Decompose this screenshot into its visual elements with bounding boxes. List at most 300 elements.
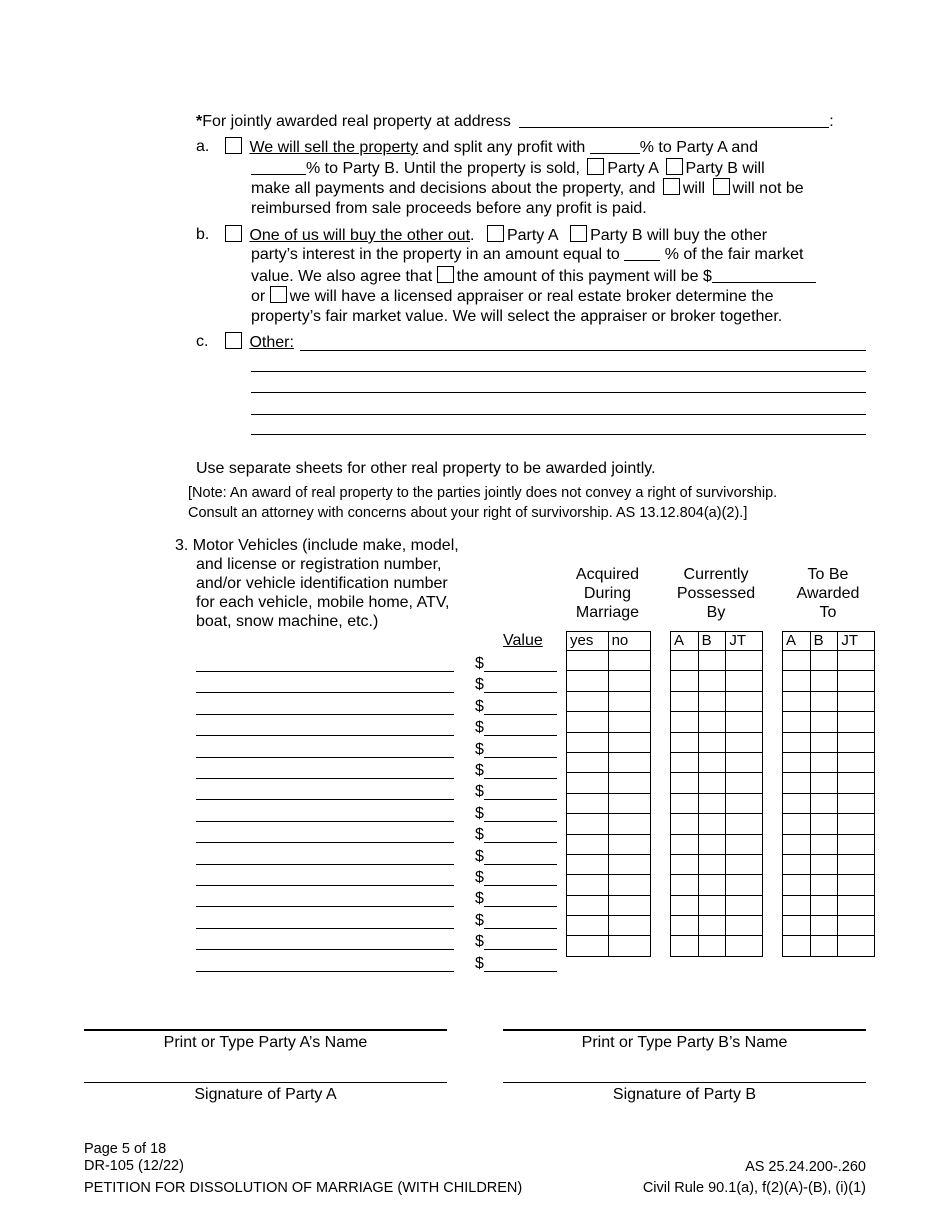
dollar-sign: $ [475, 740, 484, 758]
possessed-jt-cell[interactable] [726, 691, 763, 711]
awarded-jt-cell[interactable] [838, 875, 875, 895]
vehicle-description-line[interactable] [196, 971, 454, 972]
possessed-b-cell[interactable] [698, 712, 726, 732]
acquired-table [566, 631, 651, 957]
acquired-yes-cell[interactable] [567, 651, 609, 671]
option-c-letter: c. [196, 333, 209, 350]
vehicle-description-line[interactable] [196, 757, 454, 758]
option-b-line3 [251, 266, 816, 286]
awarded-jt-cell[interactable] [838, 671, 875, 691]
vehicle-value-line[interactable] [484, 949, 557, 950]
table-row [567, 936, 651, 956]
awarded-header-row [783, 632, 875, 651]
acquired-no-cell[interactable] [608, 895, 650, 915]
possessed-a-cell[interactable] [671, 732, 699, 752]
possessed-jt-cell[interactable] [726, 854, 763, 874]
header-line: Possessed [676, 585, 756, 602]
possessed-jt-cell[interactable] [726, 936, 763, 956]
table-row [783, 793, 875, 813]
form-number: DR-105 (12/22) [84, 1158, 184, 1174]
possessed-header-row [671, 632, 763, 651]
possessed-a-cell[interactable] [671, 773, 699, 793]
party-b-signature-label: Signature of Party B [612, 1086, 757, 1103]
acquired-yes-cell[interactable] [567, 732, 609, 752]
motor-vehicles-text: and/or vehicle identification number [196, 575, 448, 592]
payment-amount-field[interactable] [712, 267, 816, 283]
table-row [671, 936, 763, 956]
option-b-text: value. We also agree that [251, 268, 437, 285]
awarded-b-cell[interactable] [810, 712, 838, 732]
acquired-no-cell[interactable] [608, 793, 650, 813]
party-a-label: Party A [607, 160, 659, 177]
acquired-header-row [567, 632, 651, 651]
option-c-line [222, 332, 294, 352]
vehicle-description-line[interactable] [196, 864, 454, 865]
awarded-col-a: A [783, 632, 811, 651]
other-line[interactable] [251, 414, 866, 415]
header-line: By [706, 604, 726, 621]
vehicle-value-line[interactable] [484, 971, 557, 972]
party-b-signature-line[interactable] [503, 1082, 866, 1083]
awarded-a-cell[interactable] [783, 732, 811, 752]
table-row [671, 793, 763, 813]
table-row [567, 916, 651, 936]
awarded-b-cell[interactable] [810, 773, 838, 793]
acquired-no-cell[interactable] [608, 691, 650, 711]
acquired-no-cell[interactable] [608, 875, 650, 895]
possessed-jt-cell[interactable] [726, 671, 763, 691]
awarded-a-cell[interactable] [783, 651, 811, 671]
party-a-name-line[interactable] [84, 1029, 447, 1031]
awarded-b-cell[interactable] [810, 854, 838, 874]
acquired-no-cell[interactable] [608, 671, 650, 691]
possessed-a-cell[interactable] [671, 854, 699, 874]
awarded-a-cell[interactable] [783, 834, 811, 854]
table-row [783, 936, 875, 956]
vehicle-description-line[interactable] [196, 906, 454, 907]
will-not-label: will not be [732, 180, 804, 197]
awarded-a-cell[interactable] [783, 875, 811, 895]
other-line[interactable] [251, 434, 866, 435]
vehicle-value-line[interactable] [484, 906, 557, 907]
vehicle-value-line[interactable] [484, 778, 557, 779]
option-b-line5: property’s fair market value. We will select the appraiser or broker together. [251, 308, 783, 325]
possessed-b-cell[interactable] [698, 671, 726, 691]
table-row [671, 773, 763, 793]
possessed-b-cell[interactable] [698, 916, 726, 936]
possessed-col-jt: JT [726, 632, 763, 651]
vehicle-description-line[interactable] [196, 885, 454, 886]
vehicle-description-line[interactable] [196, 799, 454, 800]
option-b-line2 [251, 245, 803, 265]
awarded-jt-cell[interactable] [838, 712, 875, 732]
appraiser-checkbox[interactable] [270, 286, 287, 303]
table-row [567, 671, 651, 691]
awarded-jt-cell[interactable] [838, 691, 875, 711]
acquired-col-yes: yes [567, 632, 609, 651]
awarded-jt-cell[interactable] [838, 895, 875, 915]
acquired-no-cell[interactable] [608, 712, 650, 732]
possessed-b-cell[interactable] [698, 854, 726, 874]
vehicle-value-line[interactable] [484, 928, 557, 929]
option-b-checkbox[interactable] [225, 225, 242, 242]
possessed-jt-cell[interactable] [726, 875, 763, 895]
possessed-a-cell[interactable] [671, 752, 699, 772]
acquired-no-cell[interactable] [608, 651, 650, 671]
option-b-text: the amount of this payment will be $ [456, 268, 712, 285]
will-not-reimburse-checkbox[interactable] [713, 178, 730, 195]
acquired-no-cell[interactable] [608, 854, 650, 874]
possessed-b-cell[interactable] [698, 875, 726, 895]
awarded-a-cell[interactable] [783, 895, 811, 915]
possessed-col-a: A [671, 632, 699, 651]
address-label: For jointly awarded real property at address [202, 113, 511, 130]
table-row [671, 895, 763, 915]
table-row [671, 752, 763, 772]
awarded-b-cell[interactable] [810, 732, 838, 752]
table-row [567, 651, 651, 671]
separate-sheets-text: Use separate sheets for other real property to be awarded jointly. [196, 460, 656, 477]
percent-party-a-field[interactable] [590, 138, 640, 154]
possessed-b-cell[interactable] [698, 814, 726, 834]
acquired-yes-cell[interactable] [567, 875, 609, 895]
possessed-jt-cell[interactable] [726, 793, 763, 813]
table-row [671, 691, 763, 711]
acquired-yes-cell[interactable] [567, 712, 609, 732]
possessed-a-cell[interactable] [671, 895, 699, 915]
vehicle-description-line[interactable] [196, 714, 454, 715]
option-a-letter: a. [196, 138, 210, 155]
table-row [783, 773, 875, 793]
possessed-jt-cell[interactable] [726, 916, 763, 936]
table-row [671, 875, 763, 895]
header-line: During [583, 585, 632, 602]
dollar-sign: $ [475, 890, 484, 908]
dollar-sign: $ [475, 869, 484, 886]
acquired-yes-cell[interactable] [567, 752, 609, 772]
awarded-b-cell[interactable] [810, 916, 838, 936]
table-row [671, 671, 763, 691]
acquired-yes-cell[interactable] [567, 834, 609, 854]
vehicle-description-line[interactable] [196, 671, 454, 672]
table-row [783, 691, 875, 711]
awarded-a-cell[interactable] [783, 712, 811, 732]
vehicle-value-line[interactable] [484, 714, 557, 715]
option-b-line4 [251, 286, 773, 306]
awarded-jt-cell[interactable] [838, 916, 875, 936]
awarded-b-cell[interactable] [810, 793, 838, 813]
table-row [783, 875, 875, 895]
awarded-jt-cell[interactable] [838, 814, 875, 834]
option-a-text: % to Party B. Until the property is sold, [306, 160, 585, 177]
option-a-checkbox[interactable] [225, 137, 242, 154]
possessed-b-cell[interactable] [698, 834, 726, 854]
option-a-title: We will sell the property [249, 139, 419, 156]
awarded-b-cell[interactable] [810, 834, 838, 854]
possessed-a-cell[interactable] [671, 916, 699, 936]
option-a-text: and split any profit with [418, 139, 590, 156]
percent-party-b-field[interactable] [251, 159, 306, 175]
possessed-jt-cell[interactable] [726, 834, 763, 854]
table-row [567, 773, 651, 793]
address-field[interactable] [519, 112, 829, 128]
option-c-checkbox[interactable] [225, 332, 242, 349]
option-a-line2 [251, 158, 765, 178]
note-line-1: [Note: An award of real property to the parties jointly does not convey a right of survivorship. [188, 485, 778, 501]
acquired-no-cell[interactable] [608, 773, 650, 793]
dollar-sign: $ [475, 804, 484, 822]
payment-amount-checkbox[interactable] [437, 266, 454, 283]
possessed-a-cell[interactable] [671, 936, 699, 956]
awarded-col-b: B [810, 632, 838, 651]
party-b-label: Party B will buy the other [590, 227, 768, 244]
dollar-sign: $ [475, 783, 484, 801]
table-row [671, 732, 763, 752]
awarded-a-cell[interactable] [783, 793, 811, 813]
acquired-no-cell[interactable] [608, 752, 650, 772]
table-row [567, 854, 651, 874]
possessed-jt-cell[interactable] [726, 732, 763, 752]
possessed-a-cell[interactable] [671, 691, 699, 711]
awarded-a-cell[interactable] [783, 671, 811, 691]
address-line [196, 112, 834, 132]
table-row [567, 732, 651, 752]
awarded-b-cell[interactable] [810, 814, 838, 834]
acquired-yes-cell[interactable] [567, 916, 609, 936]
vehicle-description-line[interactable] [196, 735, 454, 736]
dollar-sign: $ [475, 697, 484, 715]
acquired-no-cell[interactable] [608, 936, 650, 956]
other-line[interactable] [251, 371, 866, 372]
possessed-b-cell[interactable] [698, 895, 726, 915]
other-line[interactable] [300, 350, 866, 351]
table-row [783, 895, 875, 915]
form-title: PETITION FOR DISSOLUTION OF MARRIAGE (WITH CHILDREN) [84, 1180, 523, 1196]
party-a-label: Party A [506, 227, 558, 244]
vehicle-description-line[interactable] [196, 949, 454, 950]
possessed-a-cell[interactable] [671, 712, 699, 732]
acquired-yes-cell[interactable] [567, 793, 609, 813]
period: . [470, 227, 475, 244]
option-b-text: party’s interest in the property in an amount equal to [251, 246, 625, 263]
possessed-a-cell[interactable] [671, 814, 699, 834]
vehicle-value-line[interactable] [484, 799, 557, 800]
possessed-header [666, 565, 766, 622]
header-line: Acquired [575, 566, 640, 583]
table-row [671, 916, 763, 936]
party-a-signature-label: Signature of Party A [194, 1086, 337, 1103]
awarded-b-cell[interactable] [810, 691, 838, 711]
dollar-sign: $ [475, 826, 484, 844]
header-line: To [819, 604, 837, 621]
motor-vehicles-text: and license or registration number, [196, 556, 442, 573]
awarded-a-cell[interactable] [783, 814, 811, 834]
acquired-no-cell[interactable] [608, 834, 650, 854]
table-row [567, 895, 651, 915]
value-header: Value [503, 632, 543, 649]
acquired-no-cell[interactable] [608, 814, 650, 834]
possessed-jt-cell[interactable] [726, 814, 763, 834]
table-row [671, 814, 763, 834]
party-b-name-label: Print or Type Party B’s Name [581, 1034, 788, 1051]
vehicle-value-line[interactable] [484, 885, 557, 886]
vehicle-value-line[interactable] [484, 692, 557, 693]
motor-vehicles-heading: 3. Motor Vehicles (include make, model, [175, 537, 459, 554]
possessed-b-cell[interactable] [698, 691, 726, 711]
civil-rule-ref: Civil Rule 90.1(a), f(2)(A)-(B), (i)(1) [642, 1180, 866, 1196]
awarded-a-cell[interactable] [783, 854, 811, 874]
awarded-jt-cell[interactable] [838, 936, 875, 956]
option-b-text: or [251, 288, 270, 305]
vehicle-value-line[interactable] [484, 821, 557, 822]
awarded-jt-cell[interactable] [838, 854, 875, 874]
possessed-jt-cell[interactable] [726, 712, 763, 732]
possessed-a-cell[interactable] [671, 671, 699, 691]
acquired-no-cell[interactable] [608, 732, 650, 752]
possessed-a-cell[interactable] [671, 875, 699, 895]
note-line-2: Consult an attorney with concerns about your right of survivorship. AS 13.12.804(a)(2).] [188, 505, 748, 521]
option-a-line4: reimbursed from sale proceeds before any profit is paid. [251, 200, 647, 217]
party-b-name-line[interactable] [503, 1029, 866, 1031]
vehicle-description-line[interactable] [196, 821, 454, 822]
option-b-line1 [222, 225, 767, 245]
dollar-sign: $ [475, 933, 484, 951]
awarded-a-cell[interactable] [783, 916, 811, 936]
dollar-sign: $ [475, 847, 484, 865]
vehicle-description-line[interactable] [196, 842, 454, 843]
acquired-no-cell[interactable] [608, 916, 650, 936]
awarded-a-cell[interactable] [783, 773, 811, 793]
possessed-jt-cell[interactable] [726, 651, 763, 671]
awarded-table [782, 631, 875, 957]
possessed-b-cell[interactable] [698, 651, 726, 671]
header-line: To Be [807, 566, 849, 583]
possessed-a-cell[interactable] [671, 834, 699, 854]
party-a-name-label: Print or Type Party A’s Name [163, 1034, 368, 1051]
awarded-col-jt: JT [838, 632, 875, 651]
table-row [567, 691, 651, 711]
option-a-line3 [251, 178, 804, 198]
table-row [671, 651, 763, 671]
table-row [783, 732, 875, 752]
vehicle-description-line[interactable] [196, 928, 454, 929]
possessed-a-cell[interactable] [671, 793, 699, 813]
asterisk: * [196, 113, 203, 130]
party-a-signature-line[interactable] [84, 1082, 447, 1083]
table-row [567, 752, 651, 772]
possessed-a-cell[interactable] [671, 651, 699, 671]
table-row [783, 671, 875, 691]
acquired-col-no: no [608, 632, 650, 651]
awarded-jt-cell[interactable] [838, 732, 875, 752]
possessed-b-cell[interactable] [698, 752, 726, 772]
awarded-a-cell[interactable] [783, 691, 811, 711]
table-row [567, 712, 651, 732]
option-b-letter: b. [196, 226, 210, 243]
dollar-sign: $ [475, 911, 484, 929]
option-a-line1 [222, 137, 758, 157]
vehicle-description-line[interactable] [196, 692, 454, 693]
table-row [783, 651, 875, 671]
acquired-header [560, 565, 655, 622]
other-line[interactable] [251, 392, 866, 393]
table-row [567, 875, 651, 895]
awarded-a-cell[interactable] [783, 936, 811, 956]
possessed-b-cell[interactable] [698, 793, 726, 813]
awarded-a-cell[interactable] [783, 752, 811, 772]
awarded-jt-cell[interactable] [838, 752, 875, 772]
acquired-yes-cell[interactable] [567, 814, 609, 834]
option-a-text: make all payments and decisions about the property, and [251, 180, 660, 197]
awarded-b-cell[interactable] [810, 895, 838, 915]
vehicle-value-line[interactable] [484, 735, 557, 736]
table-row [671, 854, 763, 874]
option-a-text: % to Party A and [639, 139, 759, 156]
acquired-yes-cell[interactable] [567, 854, 609, 874]
will-reimburse-checkbox[interactable] [663, 178, 680, 195]
party-b-payments-checkbox[interactable] [666, 158, 683, 175]
acquired-yes-cell[interactable] [567, 691, 609, 711]
possessed-jt-cell[interactable] [726, 752, 763, 772]
possessed-b-cell[interactable] [698, 732, 726, 752]
vehicle-value-line[interactable] [484, 671, 557, 672]
awarded-b-cell[interactable] [810, 752, 838, 772]
dollar-sign: $ [475, 762, 484, 779]
table-row [671, 834, 763, 854]
acquired-yes-cell[interactable] [567, 936, 609, 956]
table-row [783, 854, 875, 874]
party-b-label: Party B will [685, 160, 765, 177]
party-a-payments-checkbox[interactable] [587, 158, 604, 175]
possessed-b-cell[interactable] [698, 773, 726, 793]
dollar-sign: $ [475, 954, 484, 972]
motor-vehicles-text: for each vehicle, mobile home, ATV, [196, 594, 450, 611]
awarded-b-cell[interactable] [810, 936, 838, 956]
dollar-sign: $ [475, 676, 484, 694]
awarded-jt-cell[interactable] [838, 651, 875, 671]
fair-market-percent-field[interactable] [624, 245, 660, 261]
awarded-jt-cell[interactable] [838, 793, 875, 813]
awarded-b-cell[interactable] [810, 671, 838, 691]
acquired-yes-cell[interactable] [567, 671, 609, 691]
possessed-b-cell[interactable] [698, 936, 726, 956]
party-b-buy-checkbox[interactable] [570, 225, 587, 242]
option-b-title: One of us will buy the other out [249, 227, 471, 244]
acquired-yes-cell[interactable] [567, 895, 609, 915]
will-label: will [682, 180, 706, 197]
table-row [567, 834, 651, 854]
page-number: Page 5 of 18 [84, 1141, 167, 1157]
awarded-jt-cell[interactable] [838, 773, 875, 793]
table-row [567, 814, 651, 834]
vehicle-description-line[interactable] [196, 778, 454, 779]
vehicle-value-line[interactable] [484, 842, 557, 843]
acquired-yes-cell[interactable] [567, 773, 609, 793]
awarded-header [778, 565, 878, 622]
vehicle-value-line[interactable] [484, 864, 557, 865]
possessed-jt-cell[interactable] [726, 773, 763, 793]
party-a-buy-checkbox[interactable] [487, 225, 504, 242]
motor-vehicles-text: boat, snow machine, etc.) [196, 613, 379, 630]
table-row [783, 814, 875, 834]
vehicle-value-line[interactable] [484, 757, 557, 758]
awarded-b-cell[interactable] [810, 651, 838, 671]
awarded-jt-cell[interactable] [838, 834, 875, 854]
option-c-title: Other: [249, 334, 294, 351]
table-row [671, 712, 763, 732]
possessed-jt-cell[interactable] [726, 895, 763, 915]
awarded-b-cell[interactable] [810, 875, 838, 895]
